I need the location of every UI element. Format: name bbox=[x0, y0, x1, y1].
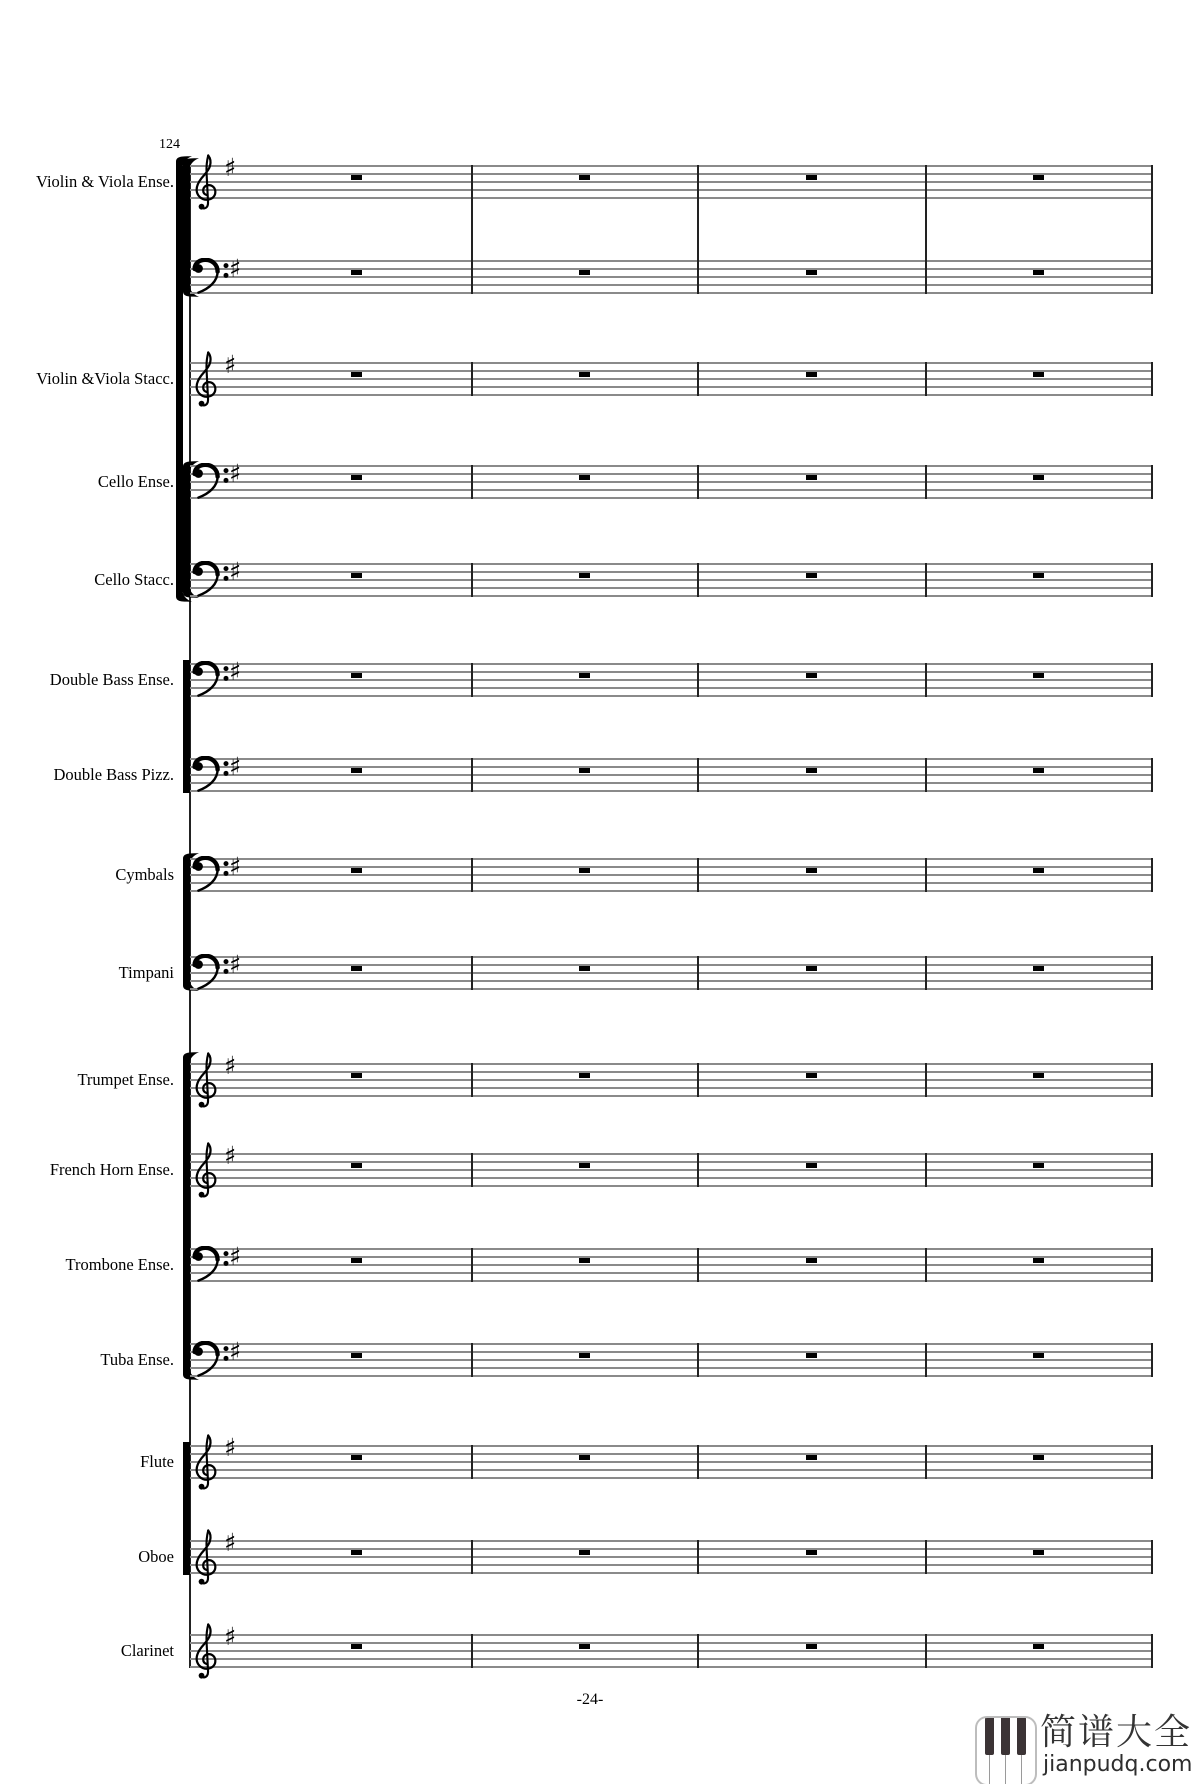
treble-clef-icon bbox=[192, 1528, 219, 1586]
barline bbox=[925, 956, 927, 990]
whole-rest-icon bbox=[806, 868, 817, 873]
whole-rest-icon bbox=[579, 175, 590, 180]
bracket-woodwinds bbox=[183, 1442, 190, 1575]
bass-clef-icon bbox=[192, 756, 232, 792]
sharp-icon: ♯ bbox=[229, 752, 242, 781]
bracket-double-basses bbox=[183, 660, 190, 793]
whole-rest-icon bbox=[1033, 573, 1044, 578]
barline bbox=[1151, 260, 1153, 294]
barline bbox=[925, 1634, 927, 1668]
whole-rest-icon bbox=[579, 1163, 590, 1168]
label-double-bass-pizz: Double Bass Pizz. bbox=[53, 765, 174, 784]
barline bbox=[1151, 1343, 1153, 1377]
bass-clef-icon bbox=[192, 561, 232, 597]
sharp-icon: ♯ bbox=[229, 950, 242, 979]
barline bbox=[1151, 1063, 1153, 1097]
sharp-icon: ♯ bbox=[224, 153, 237, 182]
whole-rest-icon bbox=[806, 1073, 817, 1078]
sharp-icon: ♯ bbox=[229, 254, 242, 283]
whole-rest-icon bbox=[351, 1258, 362, 1263]
barline bbox=[471, 1248, 473, 1282]
sharp-icon: ♯ bbox=[229, 1242, 242, 1271]
whole-rest-icon bbox=[351, 768, 362, 773]
barline bbox=[925, 1343, 927, 1377]
whole-rest-icon bbox=[579, 1353, 590, 1358]
whole-rest-icon bbox=[806, 573, 817, 578]
whole-rest-icon bbox=[351, 1455, 362, 1460]
staff-tuba-ense bbox=[190, 1337, 1153, 1377]
barline bbox=[697, 165, 699, 199]
whole-rest-icon bbox=[351, 1073, 362, 1078]
label-violin-viola-ense: Violin & Viola Ense. bbox=[36, 172, 174, 191]
whole-rest-icon bbox=[579, 475, 590, 480]
whole-rest-icon bbox=[806, 1550, 817, 1555]
barline bbox=[697, 858, 699, 892]
barline bbox=[925, 758, 927, 792]
whole-rest-icon bbox=[1033, 868, 1044, 873]
barline bbox=[697, 1063, 699, 1097]
sharp-icon: ♯ bbox=[224, 1528, 237, 1557]
barline bbox=[1151, 758, 1153, 792]
watermark-site-name: 简谱大全 bbox=[1040, 1712, 1193, 1753]
barline bbox=[471, 1540, 473, 1574]
whole-rest-icon bbox=[806, 966, 817, 971]
barline bbox=[471, 1634, 473, 1668]
bass-clef-icon bbox=[192, 1341, 232, 1377]
barline bbox=[925, 260, 927, 294]
label-cymbals: Cymbals bbox=[115, 865, 174, 884]
whole-rest-icon bbox=[806, 270, 817, 275]
barline bbox=[471, 1445, 473, 1479]
whole-rest-icon bbox=[1033, 1550, 1044, 1555]
barline bbox=[697, 563, 699, 597]
barline bbox=[925, 465, 927, 499]
staff-timpani bbox=[190, 950, 1153, 990]
whole-rest-icon bbox=[1033, 1163, 1044, 1168]
whole-rest-icon bbox=[1033, 768, 1044, 773]
page-number: -24- bbox=[576, 1691, 604, 1708]
barline bbox=[697, 1248, 699, 1282]
whole-rest-icon bbox=[351, 573, 362, 578]
whole-rest-icon bbox=[579, 270, 590, 275]
treble-clef-icon bbox=[192, 153, 219, 211]
barline bbox=[471, 758, 473, 792]
barline bbox=[1151, 563, 1153, 597]
sharp-icon: ♯ bbox=[224, 1141, 237, 1170]
label-double-bass-ense: Double Bass Ense. bbox=[49, 670, 174, 689]
sharp-icon: ♯ bbox=[224, 350, 237, 379]
sharp-icon: ♯ bbox=[224, 1622, 237, 1651]
label-cello-ense: Cello Ense. bbox=[97, 472, 174, 491]
sharp-icon: ♯ bbox=[229, 657, 242, 686]
bass-clef-icon bbox=[192, 463, 232, 499]
staff-oboe bbox=[190, 1528, 1153, 1574]
whole-rest-icon bbox=[351, 270, 362, 275]
whole-rest-icon bbox=[1033, 1258, 1044, 1263]
barline bbox=[925, 858, 927, 892]
whole-rest-icon bbox=[1033, 673, 1044, 678]
label-violin-viola-stacc: Violin &Viola Stacc. bbox=[36, 369, 174, 388]
staff-cymbals bbox=[190, 852, 1153, 892]
treble-clef-icon bbox=[192, 1433, 219, 1491]
staff-violin-viola-ense-treble bbox=[190, 153, 1153, 199]
label-trombone-ense: Trombone Ense. bbox=[65, 1255, 174, 1274]
barline bbox=[1151, 1540, 1153, 1574]
whole-rest-icon bbox=[1033, 1644, 1044, 1649]
label-clarinet: Clarinet bbox=[120, 1641, 174, 1660]
whole-rest-icon bbox=[351, 868, 362, 873]
barline bbox=[1151, 1153, 1153, 1187]
barline bbox=[925, 1445, 927, 1479]
treble-clef-icon bbox=[192, 1622, 219, 1680]
label-french-horn-ense: French Horn Ense. bbox=[49, 1160, 174, 1179]
barline bbox=[697, 260, 699, 294]
barline bbox=[1151, 1445, 1153, 1479]
whole-rest-icon bbox=[1033, 175, 1044, 180]
barline bbox=[1151, 1634, 1153, 1668]
whole-rest-icon bbox=[806, 1455, 817, 1460]
staff-clarinet bbox=[190, 1622, 1153, 1668]
whole-rest-icon bbox=[806, 1644, 817, 1649]
whole-rest-icon bbox=[579, 768, 590, 773]
whole-rest-icon bbox=[351, 1644, 362, 1649]
barline bbox=[471, 1063, 473, 1097]
barline bbox=[697, 1343, 699, 1377]
whole-rest-icon bbox=[351, 1353, 362, 1358]
barline bbox=[471, 663, 473, 697]
whole-rest-icon bbox=[1033, 270, 1044, 275]
whole-rest-icon bbox=[806, 1163, 817, 1168]
piano-keys-icon bbox=[975, 1716, 1037, 1784]
barline bbox=[697, 1634, 699, 1668]
staff-flute bbox=[190, 1433, 1153, 1479]
barline bbox=[1151, 1248, 1153, 1282]
whole-rest-icon bbox=[579, 573, 590, 578]
watermark-site-url: jianpudq.com bbox=[1043, 1752, 1193, 1777]
whole-rest-icon bbox=[1033, 1353, 1044, 1358]
whole-rest-icon bbox=[351, 1163, 362, 1168]
black-key bbox=[985, 1718, 994, 1755]
whole-rest-icon bbox=[806, 175, 817, 180]
barline bbox=[1151, 165, 1153, 199]
barline bbox=[697, 956, 699, 990]
bass-clef-icon bbox=[192, 1246, 232, 1282]
bass-clef-icon bbox=[192, 954, 232, 990]
barline bbox=[1151, 858, 1153, 892]
whole-rest-icon bbox=[579, 372, 590, 377]
barline bbox=[471, 956, 473, 990]
barline bbox=[471, 465, 473, 499]
label-tuba-ense: Tuba Ense. bbox=[100, 1350, 174, 1369]
white-key-divider bbox=[1005, 1755, 1006, 1784]
whole-rest-icon bbox=[351, 372, 362, 377]
bass-clef-icon bbox=[192, 661, 232, 697]
whole-rest-icon bbox=[1033, 1073, 1044, 1078]
black-key bbox=[1017, 1718, 1026, 1755]
label-cello-stacc: Cello Stacc. bbox=[94, 570, 174, 589]
barline bbox=[697, 1540, 699, 1574]
whole-rest-icon bbox=[351, 966, 362, 971]
white-key-divider bbox=[1021, 1755, 1022, 1784]
whole-rest-icon bbox=[1033, 966, 1044, 971]
sharp-icon: ♯ bbox=[229, 1337, 242, 1366]
barline bbox=[925, 362, 927, 396]
barline bbox=[925, 663, 927, 697]
barline bbox=[925, 1248, 927, 1282]
whole-rest-icon bbox=[806, 475, 817, 480]
whole-rest-icon bbox=[1033, 372, 1044, 377]
treble-clef-icon bbox=[192, 1141, 219, 1199]
whole-rest-icon bbox=[579, 1455, 590, 1460]
label-flute: Flute bbox=[140, 1452, 174, 1471]
whole-rest-icon bbox=[806, 372, 817, 377]
staff-violin-viola-ense-bass bbox=[190, 254, 1153, 294]
bass-clef-icon bbox=[192, 258, 232, 294]
label-oboe: Oboe bbox=[138, 1547, 174, 1566]
whole-rest-icon bbox=[806, 1258, 817, 1263]
whole-rest-icon bbox=[1033, 1455, 1044, 1460]
barline bbox=[1151, 663, 1153, 697]
whole-rest-icon bbox=[579, 966, 590, 971]
staff-cello-ense bbox=[190, 459, 1153, 499]
measure-number: 124 bbox=[159, 137, 180, 152]
staff-french-horn-ense bbox=[190, 1141, 1153, 1187]
sharp-icon: ♯ bbox=[229, 459, 242, 488]
whole-rest-icon bbox=[351, 175, 362, 180]
sharp-icon: ♯ bbox=[229, 557, 242, 586]
barline bbox=[1151, 465, 1153, 499]
barline bbox=[471, 165, 473, 199]
sharp-icon: ♯ bbox=[224, 1051, 237, 1080]
barline bbox=[697, 465, 699, 499]
whole-rest-icon bbox=[579, 673, 590, 678]
black-key bbox=[1001, 1718, 1010, 1755]
barline bbox=[697, 663, 699, 697]
sharp-icon: ♯ bbox=[224, 1433, 237, 1462]
barline bbox=[471, 1153, 473, 1187]
staff-cello-stacc bbox=[190, 557, 1153, 597]
whole-rest-icon bbox=[806, 1353, 817, 1358]
barline bbox=[925, 1153, 927, 1187]
barline bbox=[471, 260, 473, 294]
label-trumpet-ense: Trumpet Ense. bbox=[77, 1070, 174, 1089]
staff-double-bass-pizz bbox=[190, 752, 1153, 792]
staff-violin-viola-stacc bbox=[190, 350, 1153, 396]
barline bbox=[925, 1063, 927, 1097]
barline bbox=[1151, 956, 1153, 990]
label-timpani: Timpani bbox=[118, 963, 174, 982]
barline bbox=[697, 758, 699, 792]
barline bbox=[471, 362, 473, 396]
staff-trumpet-ense bbox=[190, 1051, 1153, 1097]
barline bbox=[925, 563, 927, 597]
whole-rest-icon bbox=[806, 673, 817, 678]
staff-trombone-ense bbox=[190, 1242, 1153, 1282]
sharp-icon: ♯ bbox=[229, 852, 242, 881]
whole-rest-icon bbox=[351, 1550, 362, 1555]
barline bbox=[471, 563, 473, 597]
staff-double-bass-ense bbox=[190, 657, 1153, 697]
barline bbox=[471, 1343, 473, 1377]
whole-rest-icon bbox=[579, 1073, 590, 1078]
barline bbox=[471, 858, 473, 892]
barline bbox=[1151, 362, 1153, 396]
whole-rest-icon bbox=[579, 1258, 590, 1263]
barline bbox=[697, 362, 699, 396]
whole-rest-icon bbox=[806, 768, 817, 773]
treble-clef-icon bbox=[192, 350, 219, 408]
whole-rest-icon bbox=[579, 1550, 590, 1555]
whole-rest-icon bbox=[351, 475, 362, 480]
whole-rest-icon bbox=[579, 868, 590, 873]
whole-rest-icon bbox=[351, 673, 362, 678]
barline bbox=[697, 1153, 699, 1187]
bass-clef-icon bbox=[192, 856, 232, 892]
white-key-divider bbox=[989, 1755, 990, 1784]
barline bbox=[925, 165, 927, 199]
whole-rest-icon bbox=[1033, 475, 1044, 480]
barline bbox=[697, 1445, 699, 1479]
treble-clef-icon bbox=[192, 1051, 219, 1109]
barline bbox=[925, 1540, 927, 1574]
whole-rest-icon bbox=[579, 1644, 590, 1649]
